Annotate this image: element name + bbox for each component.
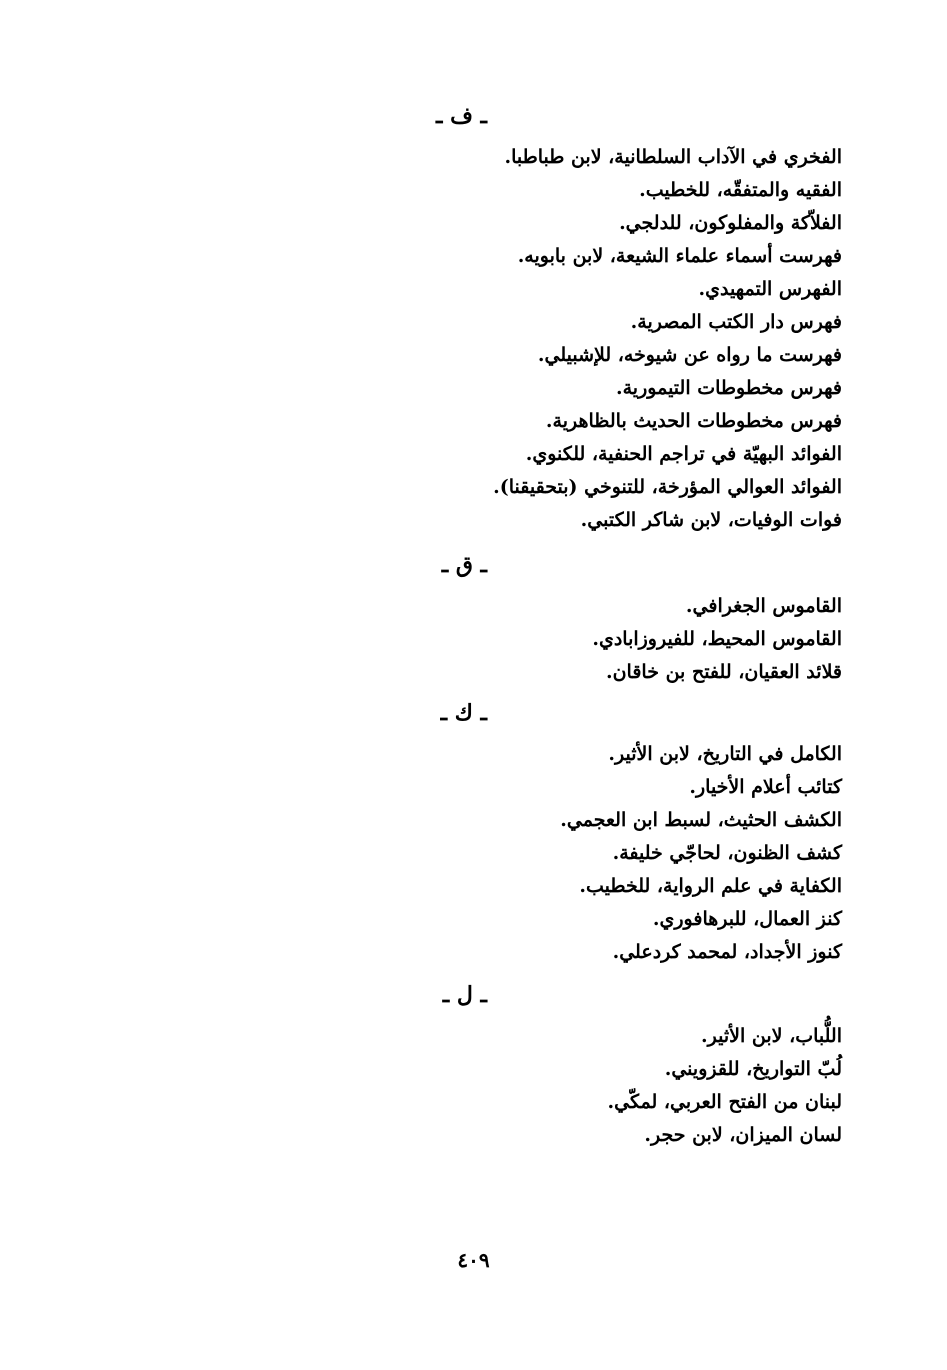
- bibliography-entry: اللُّباب، لابن الأثير.: [701, 1025, 842, 1047]
- bibliography-entry: الفوائد البهيّة في تراجم الحنفية، للكنوي.: [525, 443, 842, 465]
- bibliography-entry: الفوائد العوالي المؤرخة، للتنوخي (بتحقيقنا).: [493, 476, 842, 498]
- bibliography-entry: لبنان من الفتح العربي، لمكّي.: [607, 1091, 842, 1113]
- bibliography-entry: الفقيه والمتفقّه، للخطيب.: [639, 179, 842, 201]
- bibliography-entry: كنز العمال، للبرهافوري.: [652, 908, 842, 930]
- bibliography-entry: فوات الوفيات، لابن شاكر الكتبي.: [580, 509, 842, 531]
- section-heading-qaf: ـ ق ـ: [441, 552, 487, 578]
- section-list-qaf: [592, 590, 842, 689]
- bibliography-entry: فهرس دار الكتب المصرية.: [630, 311, 842, 333]
- bibliography-entry: فهرس مخطوطات الحديث بالظاهرية.: [545, 410, 842, 432]
- bibliography-entry: كنوز الأجداد، لمحمد كردعلي.: [612, 941, 842, 963]
- bibliography-entry: الفلاّكة والمفلوكون، للدلجي.: [619, 212, 842, 234]
- bibliography-entry: الفخري في الآداب السلطانية، لابن طباطبا.: [504, 146, 842, 168]
- bibliography-entry: القاموس الجغرافي.: [685, 595, 842, 617]
- bibliography-entry: كتائب أعلام الأخيار.: [689, 776, 842, 798]
- section-list-fa: [493, 141, 842, 537]
- bibliography-entry: فهرس مخطوطات التيمورية.: [616, 377, 842, 399]
- bibliography-entry: لُبّ التواريخ، للقزويني.: [664, 1058, 842, 1080]
- bibliography-entry: كشف الظنون، لحاجّي خليفة.: [612, 842, 842, 864]
- section-list-lam: [608, 1020, 842, 1152]
- bibliography-entry: الكفاية في علم الرواية، للخطيب.: [579, 875, 842, 897]
- bibliography-entry: الكامل في التاريخ، لابن الأثير.: [608, 743, 842, 765]
- section-heading-fa: ـ ف ـ: [435, 103, 487, 129]
- bibliography-entry: القاموس المحيط، للفيروزابادي.: [592, 628, 842, 650]
- section-heading-kaf: ـ ك ـ: [440, 700, 487, 726]
- page-number: ٤٠٩: [457, 1248, 490, 1272]
- bibliography-entry: فهرست أسماء علماء الشيعة، لابن بابويه.: [517, 245, 842, 267]
- section-heading-lam: ـ ل ـ: [442, 982, 487, 1008]
- bibliography-entry: الفهرس التمهيدي.: [698, 278, 842, 300]
- bibliography-entry: الكشف الحثيث، لسبط ابن العجمي.: [560, 809, 842, 831]
- bibliography-entry: لسان الميزان، لابن حجر.: [644, 1124, 842, 1146]
- bibliography-entry: فهرست ما رواه عن شيوخه، للإشبيلي.: [537, 344, 842, 366]
- bibliography-entry: قلائد العقيان، للفتح بن خاقان.: [605, 661, 842, 683]
- section-list-kaf: [560, 738, 842, 969]
